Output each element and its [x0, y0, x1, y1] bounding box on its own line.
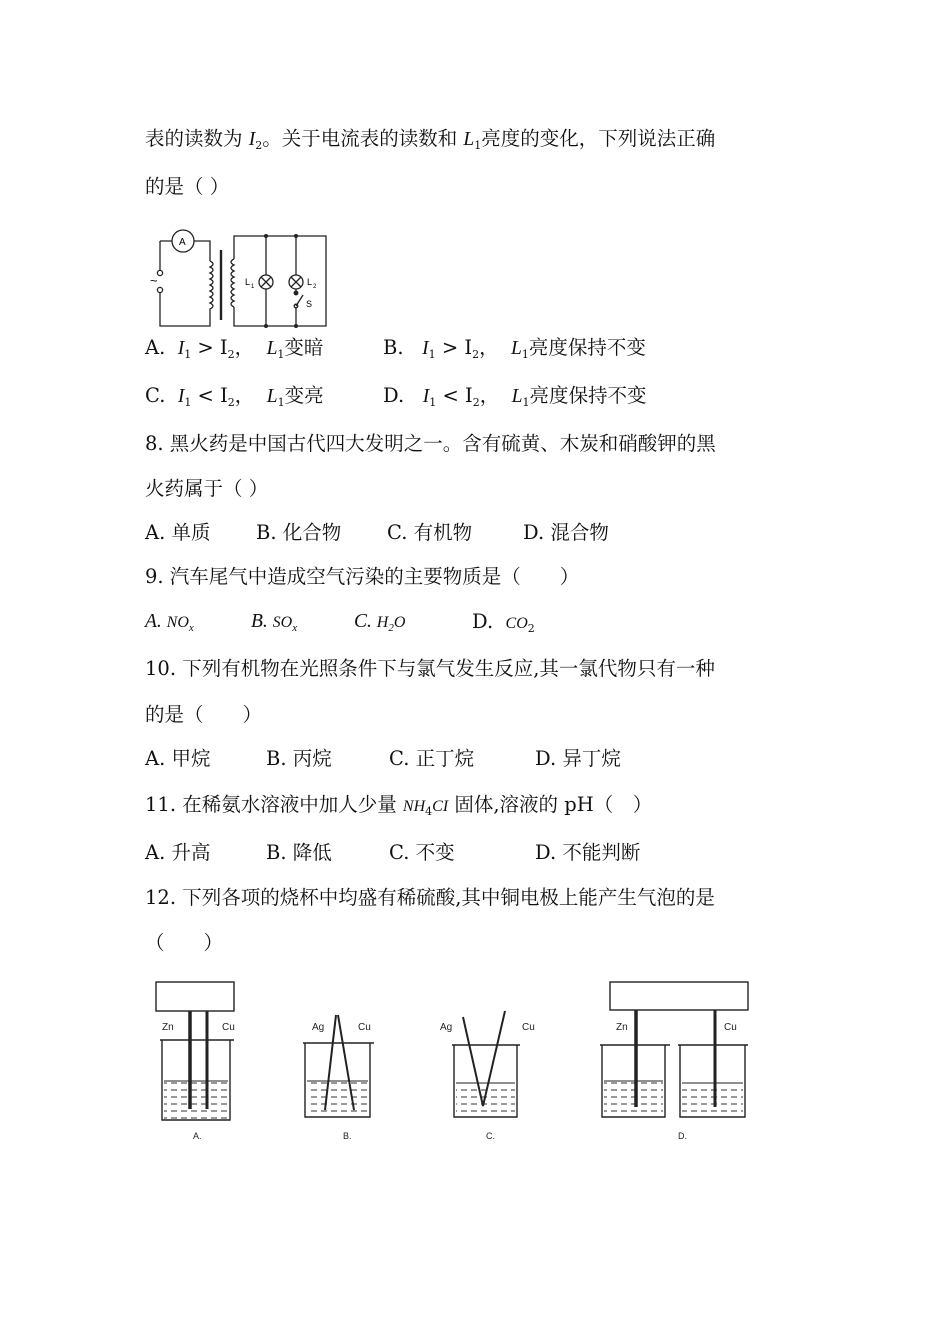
q9-stem: 9. 汽车尾气中造成空气污染的主要物质是（ ） — [145, 565, 580, 588]
beaker-d-left-label: Zn — [616, 1022, 628, 1033]
q11-option-c[interactable]: C. 不变 — [389, 841, 455, 864]
beaker-c-right-label: Cu — [522, 1022, 535, 1033]
q9-option-a[interactable]: A. $NO_x$ — [145, 611, 194, 634]
q10-option-c[interactable]: C. 正丁烷 — [389, 747, 475, 770]
q8-option-c[interactable]: C. 有机物 — [387, 521, 473, 544]
q12-stem-line1: 12. 下列各项的烧杯中均盛有稀硫酸,其中铜电极上能产生气泡的是 — [145, 886, 715, 909]
q7-text: 表的读数为 — [145, 127, 249, 150]
q9-option-b[interactable]: B. $SO_x$ — [251, 611, 298, 634]
q7-var-l-sub: 1 — [474, 139, 482, 152]
q7-stem-line1 — [145, 126, 715, 159]
q10-stem-line1: 10. 下列有机物在光照条件下与氯气发生反应,其一氯代物只有一种 — [145, 657, 715, 680]
l2-label-sub: 2 — [313, 284, 317, 290]
q10-option-a[interactable]: A. 甲烷 — [145, 747, 211, 770]
beaker-d-caption: D. — [678, 1131, 687, 1141]
beaker-d-right-label: Cu — [724, 1022, 737, 1033]
q7-var-l: L — [463, 129, 475, 150]
q12-stem-line2: （ ） — [145, 931, 224, 954]
q7-text: 亮度的变化，下列说法正确 — [481, 127, 716, 150]
q9-option-d[interactable]: D. $CO_2$ — [472, 610, 535, 635]
beaker-c-left-label: Ag — [440, 1022, 453, 1033]
q11-option-d[interactable]: D. 不能判断 — [535, 841, 641, 864]
beaker-a-left-label: Zn — [162, 1022, 174, 1033]
q8-stem-line2: 火药属于（ ） — [145, 477, 269, 500]
beaker-diagrams — [150, 975, 760, 1150]
beaker-a-right-label: Cu — [222, 1022, 235, 1033]
beaker-b-left-label: Ag — [312, 1022, 325, 1033]
beaker-a-caption: A. — [193, 1131, 202, 1141]
beaker-b-right-label: Cu — [358, 1022, 371, 1033]
switch-icon — [296, 295, 303, 306]
q7-option-d[interactable]: D. $I_1 < I_2$， $L_1$亮度保持不变 — [383, 384, 647, 409]
q7-option-c[interactable]: C. $I_1 < I_2$， $L_1$变亮 — [145, 384, 324, 409]
q7-text: 。关于电流表的读数和 — [262, 127, 464, 150]
q7-var-i-sub: 2 — [255, 139, 263, 152]
q7-stem-line2: 的是（ ） — [145, 175, 230, 198]
l1-label-sub: 1 — [251, 284, 255, 290]
q9-option-c[interactable]: C. $H_2O$ — [354, 611, 406, 634]
q10-stem-line2: 的是（ ） — [145, 703, 263, 726]
ammeter-label: A — [179, 237, 186, 248]
q10-option-b[interactable]: B. 丙烷 — [266, 747, 332, 770]
q7-option-a[interactable]: A. $I_1 > I_2$， $L_1$变暗 — [145, 336, 324, 361]
ac-source-label: ~ — [150, 273, 158, 288]
switch-label: S — [306, 299, 313, 309]
q7-option-b[interactable]: B. $I_1 > I_2$， $L_1$亮度保持不变 — [383, 336, 646, 361]
l2-label: L — [307, 277, 313, 287]
q11-option-a[interactable]: A. 升高 — [145, 841, 211, 864]
q11-stem: 11. 在稀氨水溶液中加人少量 $NH_4CI$ 固体,溶液的 pH（ ） — [145, 793, 653, 818]
q8-option-a[interactable]: A. 单质 — [145, 521, 211, 544]
q7-var-i: I — [248, 129, 256, 150]
beaker-c-caption: C. — [486, 1131, 495, 1141]
q10-option-d[interactable]: D. 异丁烷 — [535, 747, 621, 770]
l1-label: L — [245, 277, 251, 287]
q8-option-b[interactable]: B. 化合物 — [256, 521, 342, 544]
q8-stem-line1: 8. 黑火药是中国古代四大发明之一。含有硫黄、木炭和硝酸钾的黑 — [145, 432, 716, 455]
q8-option-d[interactable]: D. 混合物 — [523, 521, 609, 544]
q11-option-b[interactable]: B. 降低 — [266, 841, 332, 864]
transformer-circuit-diagram — [148, 226, 333, 331]
beaker-b-caption: B. — [343, 1131, 352, 1141]
